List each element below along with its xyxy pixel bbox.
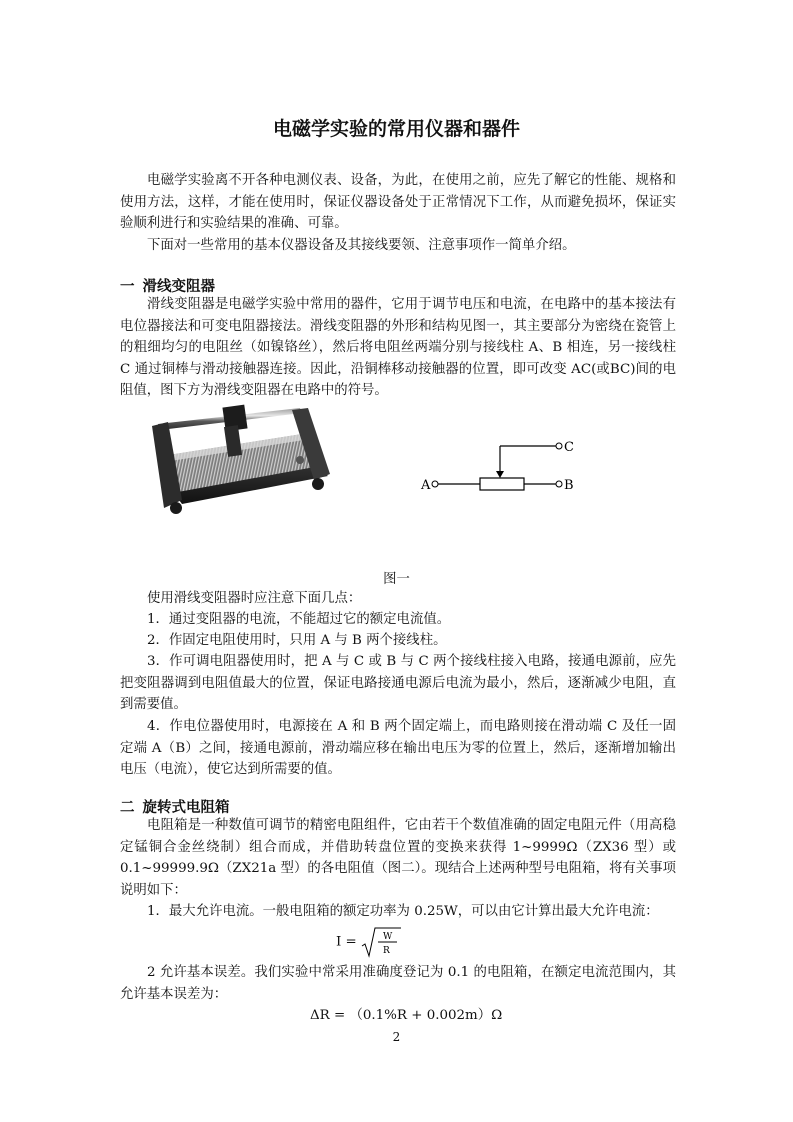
terminal-c xyxy=(556,443,562,449)
note-2: 2．作固定电阻使用时，只用 A 与 B 两个接线柱。 xyxy=(147,633,447,648)
formula-max-current xyxy=(336,926,401,958)
sqrt-fraction xyxy=(361,926,401,958)
page-number: 2 xyxy=(392,1030,401,1044)
section-2-item-1: 1．最大允许电流。一般电阻箱的额定功率为 0.25W，可以由它计算出最大允许电流： xyxy=(147,904,659,919)
resistor-symbol xyxy=(480,478,524,490)
intro-paragraph-2: 下面对一些常用的基本仪器设备及其接线要领、注意事项作一简单介绍。 xyxy=(147,238,576,253)
note-4: 4．作电位器使用时，电源接在 A 和 B 两个固定端上，而电路则接在滑动端 C 及任一固定端 A（B）之间，接通电源前，滑动端应移在输出电压为零的位置上，然后，逐渐增加输出电压（电流），使它达到所需要的值。 xyxy=(120,719,676,777)
intro-paragraph-1: 电磁学实验离不开各种电测仪表、设备，为此，在使用之前，应先了解它的性能、规格和使用方法，这样，才能在使用时，保证仪器设备处于正常情况下工作，从而避免损坏，保证实验顺利进行和实验结果的准确、可靠。 xyxy=(120,173,676,231)
fraction-numerator: W xyxy=(383,932,393,942)
section-2-item-2: 2 允许基本误差。我们实验中常采用准确度登记为 0.1 的电阻箱，在额定电流范围内，其允许基本误差为： xyxy=(120,965,676,1002)
slider-arrow xyxy=(496,471,504,478)
note-3: 3．作可调电阻器使用时，把 A 与 C 或 B 与 C 两个接线柱接入电路，接通电源前，应先把变阻器调到电阻值最大的位置，保证电路接通电源后电流为最小，然后，逐渐减少电阻，直到需要值。 xyxy=(120,654,676,712)
section-1-number: 一 xyxy=(120,279,135,295)
note-1: 1．通过变阻器的电流，不能超过它的额定电流值。 xyxy=(147,612,451,627)
label-b: B xyxy=(564,478,574,493)
label-c: C xyxy=(564,440,574,455)
section-1-body: 滑线变阻器是电磁学实验中常用的器件，它用于调节电压和电流，在电路中的基本接法有电位器接法和可变电阻器接法。滑线变阻器的外形和结构见图一，其主要部分为密绕在瓷管上的粗细均匀的电阻丝（如镍铬丝），然后将电阻丝两端分别与接线柱 A、B 相连，另一接线柱 C 通过铜棒与滑动接触器连接。因此，沿铜棒移动接触器的位置，即可改变 AC(或BC)间的电阻值，图下方为滑线变阻器在电路中的符号。 xyxy=(120,297,676,398)
terminal-a xyxy=(432,481,438,487)
figure-1-caption: 图一 xyxy=(383,572,410,587)
fraction-denominator: R xyxy=(383,946,390,956)
notes-intro: 使用滑线变阻器时应注意下面几点： xyxy=(147,591,362,606)
terminal-b xyxy=(556,481,562,487)
rheostat-circuit-symbol xyxy=(410,434,590,504)
rheostat-photo xyxy=(152,404,332,520)
formula-allowed-error: ΔR = （0.1%R + 0.002m）Ω xyxy=(310,1008,503,1023)
label-a: A xyxy=(421,478,431,493)
document-title: 电磁学实验的常用仪器和器件 xyxy=(272,118,520,140)
section-1-heading xyxy=(120,275,215,296)
section-2-title: 旋转式电阻箱 xyxy=(142,800,230,816)
section-2-body: 电阻箱是一种数值可调节的精密电阻组件，它由若干个数值准确的固定电阻元件（用高稳定锰铜合金丝绕制）组合而成，并借助转盘位置的变换来获得 1~9999Ω（ZX36 型）或0.1~99999.9Ω（ZX21a 型）的各电阻值（图二）。现结合上述两种型号电阻箱，将有关事项说明如下： xyxy=(120,818,676,898)
section-1-title: 滑线变阻器 xyxy=(142,279,215,295)
formula-lhs: I = xyxy=(336,934,357,950)
section-2-heading xyxy=(120,796,230,817)
section-2-number: 二 xyxy=(120,800,135,816)
